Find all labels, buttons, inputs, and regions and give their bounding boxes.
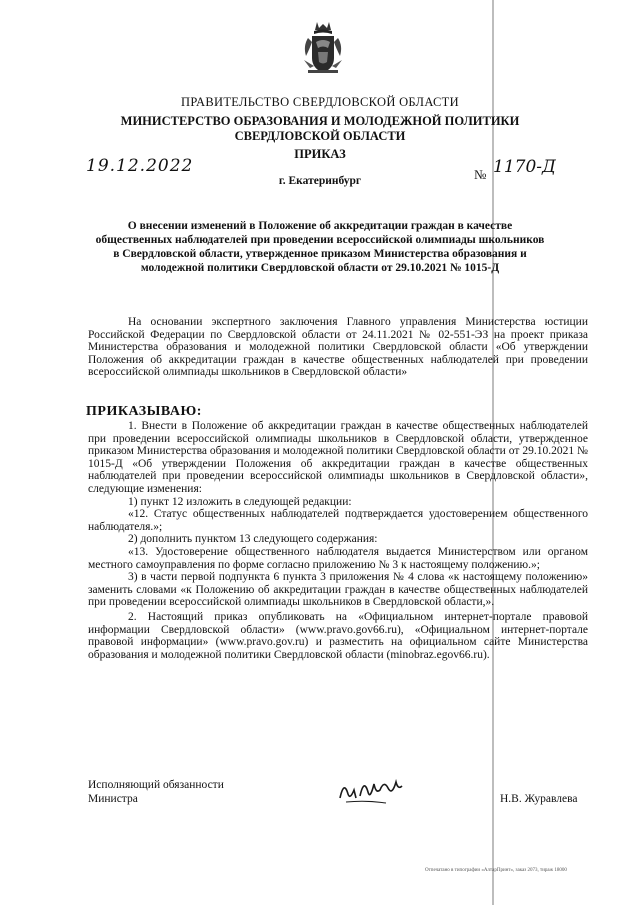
order-date: 19.12.2022	[86, 156, 194, 176]
ministry-line-2: СВЕРДЛОВСКОЙ ОБЛАСТИ	[234, 129, 406, 143]
city: г. Екатеринбург	[278, 175, 362, 187]
item-1-3: 3) в части первой подпункта 6 пункта 3 приложения № 4 слова «к настоящему положению» заменить словами «к Положению об аккредитации граждан в качестве общественных наблюдателей при проведении всероссийской олимпиады школьников в Свердловской области,».	[88, 571, 588, 609]
order-number: 1170-Д	[493, 157, 556, 177]
order-items	[88, 420, 588, 661]
item-1: 1. Внести в Положение об аккредитации граждан в качестве общественных наблюдателей при проведении всероссийской олимпиады школьников в Свердловской области, утвержденное приказом Министерства образования и молодежной политики Свердловской области от 29.10.2021 № 1015-Д «Об утверждении Положения об аккредитации граждан в качестве общественных наблюдателей при проведении всероссийской олимпиады школьников в Свердловской области», следующие изменения:	[88, 420, 588, 495]
item-2: 2. Настоящий приказ опубликовать на «Официальном интернет-портале правовой информации Свердловской области» (www.pravo.gov66.ru), «Официальном интернет-портале правовой информации» (www.pravo.gov.ru) и разместить на официальном сайте Министерства образования и молодежной политики Свердловской области (minobraz.egov66.ru).	[88, 610, 588, 661]
order-number-label: №	[474, 167, 487, 182]
signatory-position	[88, 778, 224, 806]
position-line-2: Министра	[88, 793, 138, 805]
coat-of-arms-emblem	[300, 18, 346, 78]
basis-paragraph: На основании экспертного заключения Главного управления Министерства юстиции Российской Федерации по Свердловской области от 24.11.2021 № 02-551-ЭЗ на проект приказа Министерства образования и молодежной политики Свердловской области «Об утверждении Положения об аккредитации граждан в качестве общественных наблюдателей при проведении всероссийской олимпиады школьников в Свердловской области»	[88, 316, 588, 379]
item-1-2-text: «13. Удостоверение общественного наблюдателя выдается Министерством или органом местного самоуправления по форме согласно приложению № 3 к настоящему положению.»;	[88, 545, 588, 571]
order-title: О внесении изменений в Положение об аккредитации граждан в качестве общественных наблюдателей при проведении всероссийской олимпиады школьников в Свердловской области, утвержденное приказом Министерства образования и молодежной политики Свердловской области от 29.10.2021 № 1015-Д	[95, 220, 545, 274]
print-footnote: Отпечатано в типографии «АлтарПринт», заказ 2073, тираж 18000	[425, 868, 567, 873]
order-word: ПРИКАЗЫВАЮ:	[86, 404, 202, 419]
handwritten-signature	[336, 770, 406, 808]
government-heading: ПРАВИТЕЛЬСТВО СВЕРДЛОВСКОЙ ОБЛАСТИ	[181, 95, 459, 109]
position-line-1: Исполняющий обязанности	[88, 779, 224, 791]
item-1-2: 2) дополнить пунктом 13 следующего содержания:	[128, 533, 378, 546]
document-type: ПРИКАЗ	[294, 147, 346, 161]
signatory-name: Н.В. Журавлева	[500, 793, 578, 805]
item-1-1: 1) пункт 12 изложить в следующей редакции:	[128, 495, 352, 508]
ministry-heading	[110, 114, 530, 144]
item-1-1-text: «12. Статус общественных наблюдателей подтверждается удостоверением общественного наблюдателя.»;	[88, 508, 588, 533]
ministry-line-1: МИНИСТЕРСТВО ОБРАЗОВАНИЯ И МОЛОДЕЖНОЙ ПОЛИТИКИ	[120, 114, 520, 128]
